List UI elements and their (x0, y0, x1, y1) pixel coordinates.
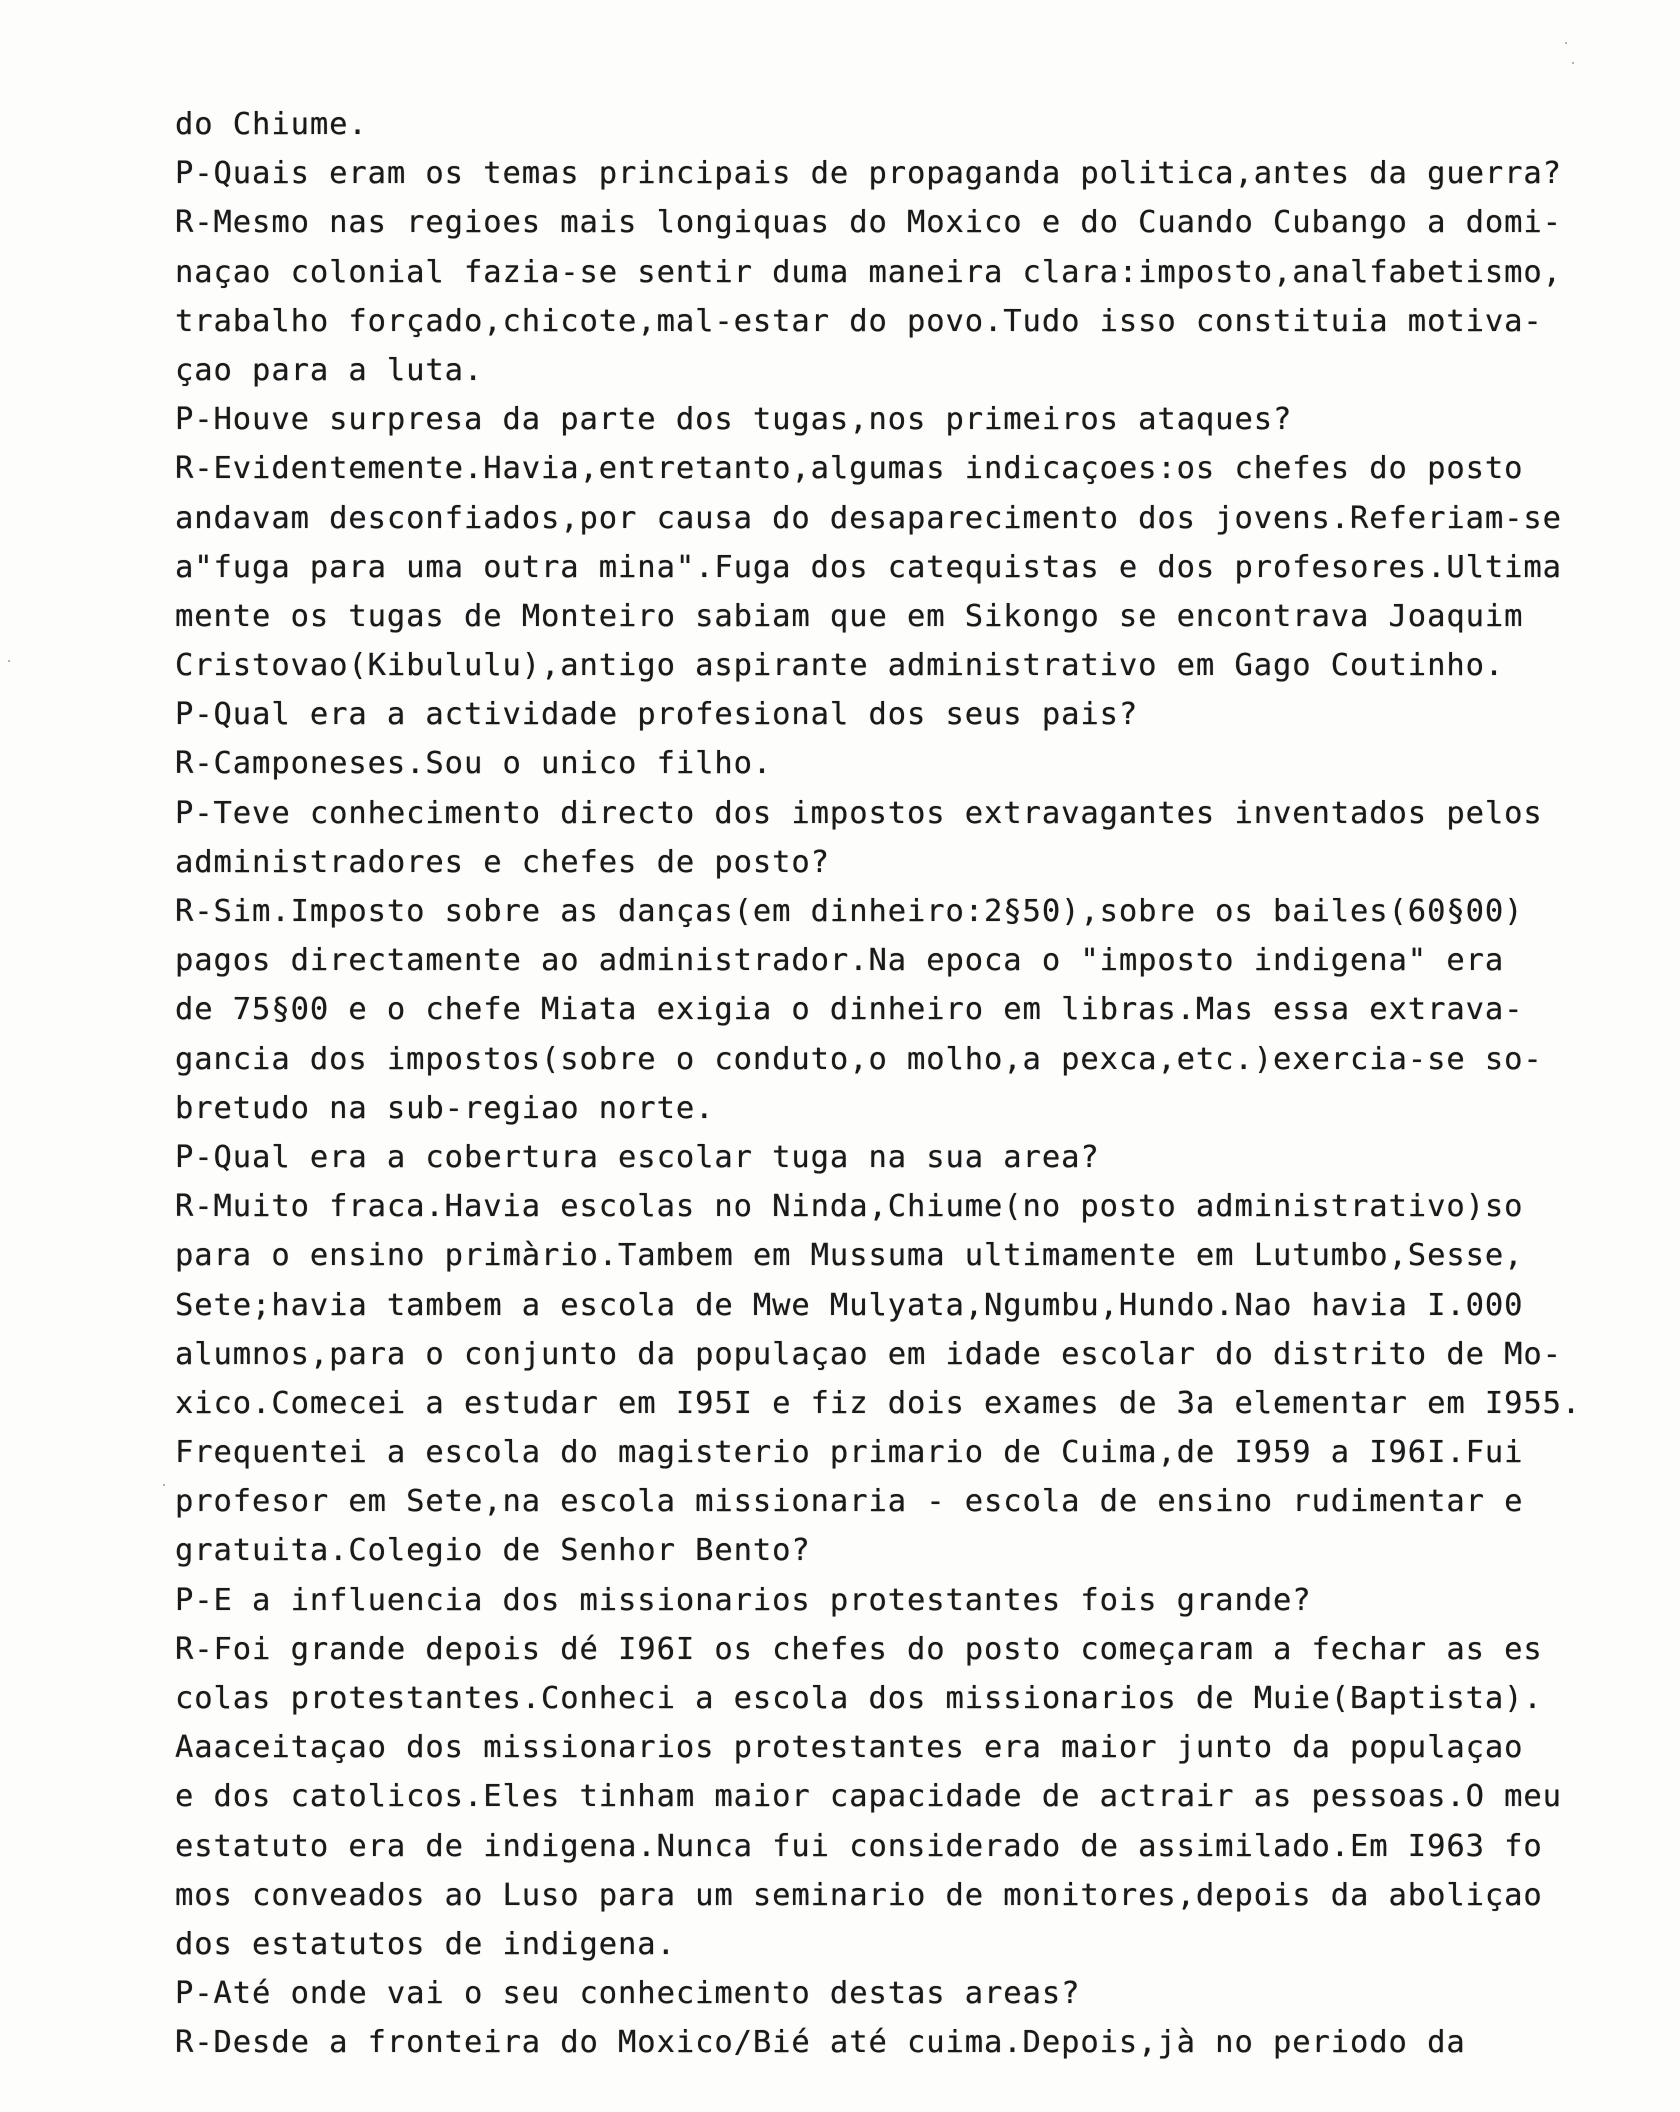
text-line: a"fuga para uma outra mina".Fuga dos catequistas e dos profesores.Ultima (175, 549, 1562, 585)
question-line: P-Quais eram os temas principais de propaganda politica,antes da guerra? (175, 156, 1562, 192)
text-line: profesor em Sete,na escola missionaria - escola de ensino rudimentar e (175, 1484, 1524, 1520)
answer-line: R-Sim.Imposto sobre as danças(em dinheiro:2§50),sobre os bailes(60§00) (175, 894, 1524, 929)
text-line: do Chiume. (175, 107, 368, 142)
text-line: e dos catolicos.Eles tinham maior capacidade de actrair as pessoas.O meu (175, 1779, 1562, 1815)
interview-transcript (175, 100, 1635, 2068)
answer-line: R-Muito fraca.Havia escolas no Ninda,Chiume(no posto administrativo)so (175, 1189, 1524, 1225)
text-line: naçao colonial fazia-se sentir duma maneira clara:imposto,analfabetismo, (175, 254, 1562, 290)
text-line: dos estatutos de indigena. (175, 1926, 676, 1962)
text-line: Cristovao(Kibululu),antigo aspirante administrativo em Gago Coutinho. (175, 648, 1505, 684)
text-line: colas protestantes.Conheci a escola dos missionarios de Muie(Baptista). (175, 1681, 1543, 1716)
text-line: para o ensino primàrio.Tambem em Mussuma ultimamente em Lutumbo,Sesse, (175, 1238, 1524, 1274)
text-line: gancia dos impostos(sobre o conduto,o molho,a pexca,etc.)exercia-se so- (175, 1041, 1543, 1077)
text-line: gratuita.Colegio de Senhor Bento? (175, 1533, 811, 1569)
text-line: estatuto era de indigena.Nunca fui considerado de assimilado.Em I963 fo (175, 1828, 1543, 1864)
text-line: mos conveados ao Luso para um seminario de monitores,depois da aboliçao (175, 1877, 1543, 1913)
question-line: P-Teve conhecimento directo dos impostos extravagantes inventados pelos (175, 795, 1543, 831)
text-line: Frequentei a escola do magisterio primario de Cuima,de I959 a I96I.Fui (175, 1435, 1524, 1471)
text-line: mente os tugas de Monteiro sabiam que em Sikongo se encontrava Joaquim (175, 598, 1524, 634)
question-line: P-Qual era a actividade profesional dos seus pais? (175, 697, 1139, 733)
scan-speck (1565, 42, 1567, 44)
answer-line: R-Evidentemente.Havia,entretanto,algumas indicaçoes:os chefes do posto (175, 451, 1524, 487)
answer-line: R-Camponeses.Sou o unico filho. (175, 746, 773, 782)
text-line: pagos directamente ao administrador.Na epoca o "imposto indigena" era (175, 943, 1505, 979)
scan-speck (1572, 62, 1574, 64)
scan-speck (163, 1484, 165, 1486)
text-line: Sete;havia tambem a escola de Mwe Mulyata,Ngumbu,Hundo.Nao havia I.000 (175, 1287, 1524, 1323)
question-line: P-Houve surpresa da parte dos tugas,nos primeiros ataques? (175, 402, 1293, 438)
question-line: P-Qual era a cobertura escolar tuga na sua area? (175, 1139, 1100, 1175)
question-line: P-E a influencia dos missionarios protestantes fois grande? (175, 1582, 1312, 1618)
text-line: de 75§00 e o chefe Miata exigia o dinheiro em libras.Mas essa extrava- (175, 992, 1524, 1028)
text-line: Aaaceitaçao dos missionarios protestantes era maior junto da populaçao (175, 1730, 1524, 1766)
text-line: alumnos,para o conjunto da populaçao em idade escolar do distrito de Mo- (175, 1336, 1562, 1372)
answer-line: R-Desde a fronteira do Moxico/Bié até cuima.Depois,jà no periodo da (175, 2025, 1466, 2061)
text-line: andavam desconfiados,por causa do desaparecimento dos jovens.Referiam-se (175, 500, 1562, 536)
answer-line: R-Mesmo nas regioes mais longiquas do Moxico e do Cuando Cubango a domi- (175, 205, 1562, 241)
text-line: çao para a luta. (175, 352, 484, 388)
text-line: xico.Comecei a estudar em I95I e fiz dois exames de 3a elementar em I955. (175, 1385, 1582, 1421)
scan-speck (8, 660, 10, 662)
text-line: administradores e chefes de posto? (175, 844, 830, 880)
text-line: trabalho forçado,chicote,mal-estar do povo.Tudo isso constituia motiva- (175, 303, 1543, 339)
answer-line: R-Foi grande depois dé I96I os chefes do posto começaram a fechar as es (175, 1631, 1543, 1667)
text-line: bretudo na sub-regiao norte. (175, 1090, 715, 1126)
question-line: P-Até onde vai o seu conhecimento destas areas? (175, 1976, 1081, 2012)
